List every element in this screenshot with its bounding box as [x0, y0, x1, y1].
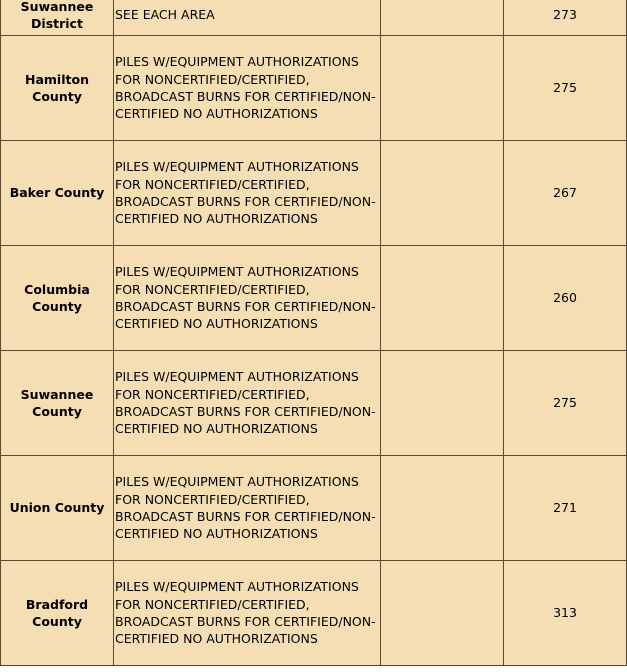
table-row [1, 351, 627, 456]
area-name-cell: Baker County [1, 141, 114, 246]
restrictions-cell: PILES W/EQUIPMENT AUTHORIZATIONS FOR NONCERTIFIED/CERTIFIED, BROADCAST BURNS FOR CERTIFIED/NON-CERTIFIED NO AUTHORIZATIONS [114, 351, 381, 456]
blank-cell [381, 246, 504, 351]
blank-cell [381, 0, 504, 36]
table-row [1, 141, 627, 246]
area-name-cell: Suwannee County [1, 351, 114, 456]
value-cell: 313 [504, 561, 627, 666]
value-cell: 271 [504, 456, 627, 561]
area-name-cell: Suwannee District [1, 0, 114, 36]
value-cell: 273 [504, 0, 627, 36]
blank-cell [381, 141, 504, 246]
table-row [1, 561, 627, 666]
area-name-cell: Bradford County [1, 561, 114, 666]
restrictions-cell: PILES W/EQUIPMENT AUTHORIZATIONS FOR NONCERTIFIED/CERTIFIED, BROADCAST BURNS FOR CERTIFIED/NON-CERTIFIED NO AUTHORIZATIONS [114, 141, 381, 246]
value-cell: 275 [504, 36, 627, 141]
restrictions-cell: SEE EACH AREA [114, 0, 381, 36]
area-name-cell: Hamilton County [1, 36, 114, 141]
table-row [1, 246, 627, 351]
table-row [1, 36, 627, 141]
restrictions-cell: PILES W/EQUIPMENT AUTHORIZATIONS FOR NONCERTIFIED/CERTIFIED, BROADCAST BURNS FOR CERTIFIED/NON-CERTIFIED NO AUTHORIZATIONS [114, 456, 381, 561]
blank-cell [381, 456, 504, 561]
restrictions-cell: PILES W/EQUIPMENT AUTHORIZATIONS FOR NONCERTIFIED/CERTIFIED, BROADCAST BURNS FOR CERTIFIED/NON-CERTIFIED NO AUTHORIZATIONS [114, 36, 381, 141]
restrictions-cell: PILES W/EQUIPMENT AUTHORIZATIONS FOR NONCERTIFIED/CERTIFIED, BROADCAST BURNS FOR CERTIFIED/NON-CERTIFIED NO AUTHORIZATIONS [114, 246, 381, 351]
value-cell: 275 [504, 351, 627, 456]
blank-cell [381, 36, 504, 141]
value-cell: 267 [504, 141, 627, 246]
area-name-cell: Union County [1, 456, 114, 561]
area-name-cell: Columbia County [1, 246, 114, 351]
blank-cell [381, 351, 504, 456]
table-row [1, 0, 627, 36]
value-cell: 260 [504, 246, 627, 351]
restrictions-cell: PILES W/EQUIPMENT AUTHORIZATIONS FOR NONCERTIFIED/CERTIFIED, BROADCAST BURNS FOR CERTIFIED/NON-CERTIFIED NO AUTHORIZATIONS [114, 561, 381, 666]
blank-cell [381, 561, 504, 666]
table-row [1, 456, 627, 561]
